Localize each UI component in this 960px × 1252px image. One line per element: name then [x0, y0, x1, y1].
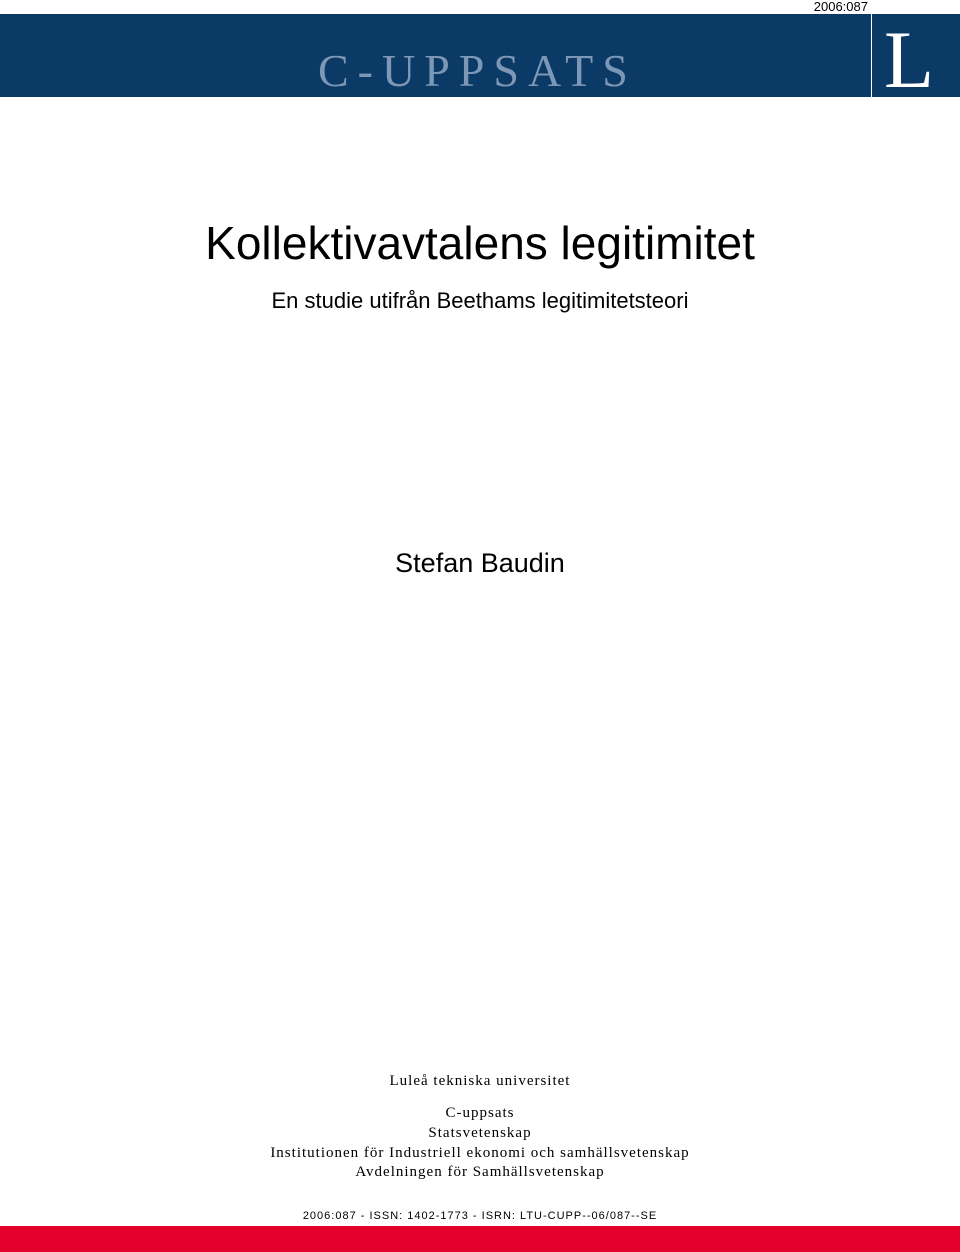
report-code: 2006:087: [813, 0, 868, 14]
thesis-type: C-uppsats: [445, 1105, 515, 1121]
banner-title: C-UPPSATS: [318, 45, 637, 96]
banner-divider: [871, 14, 872, 97]
subject: Statsvetenskap: [428, 1125, 532, 1141]
document-title: Kollektivavtalens legitimitet: [205, 217, 755, 269]
university-logo-icon: L: [884, 14, 935, 105]
division: Avdelningen för Samhällsvetenskap: [355, 1164, 605, 1180]
footer-identifiers: 2006:087 - ISSN: 1402-1773 - ISRN: LTU-CUPP--06/087--SE: [302, 1210, 658, 1222]
department: Institutionen för Industriell ekonomi och samhällsvetenskap: [270, 1145, 690, 1161]
author-name: Stefan Baudin: [395, 548, 565, 578]
document-subtitle: En studie utifrån Beethams legitimitetsteori: [271, 288, 689, 313]
footer-bar: [0, 1226, 960, 1252]
university-name: Luleå tekniska universitet: [389, 1073, 571, 1089]
header-banner: [0, 14, 960, 105]
